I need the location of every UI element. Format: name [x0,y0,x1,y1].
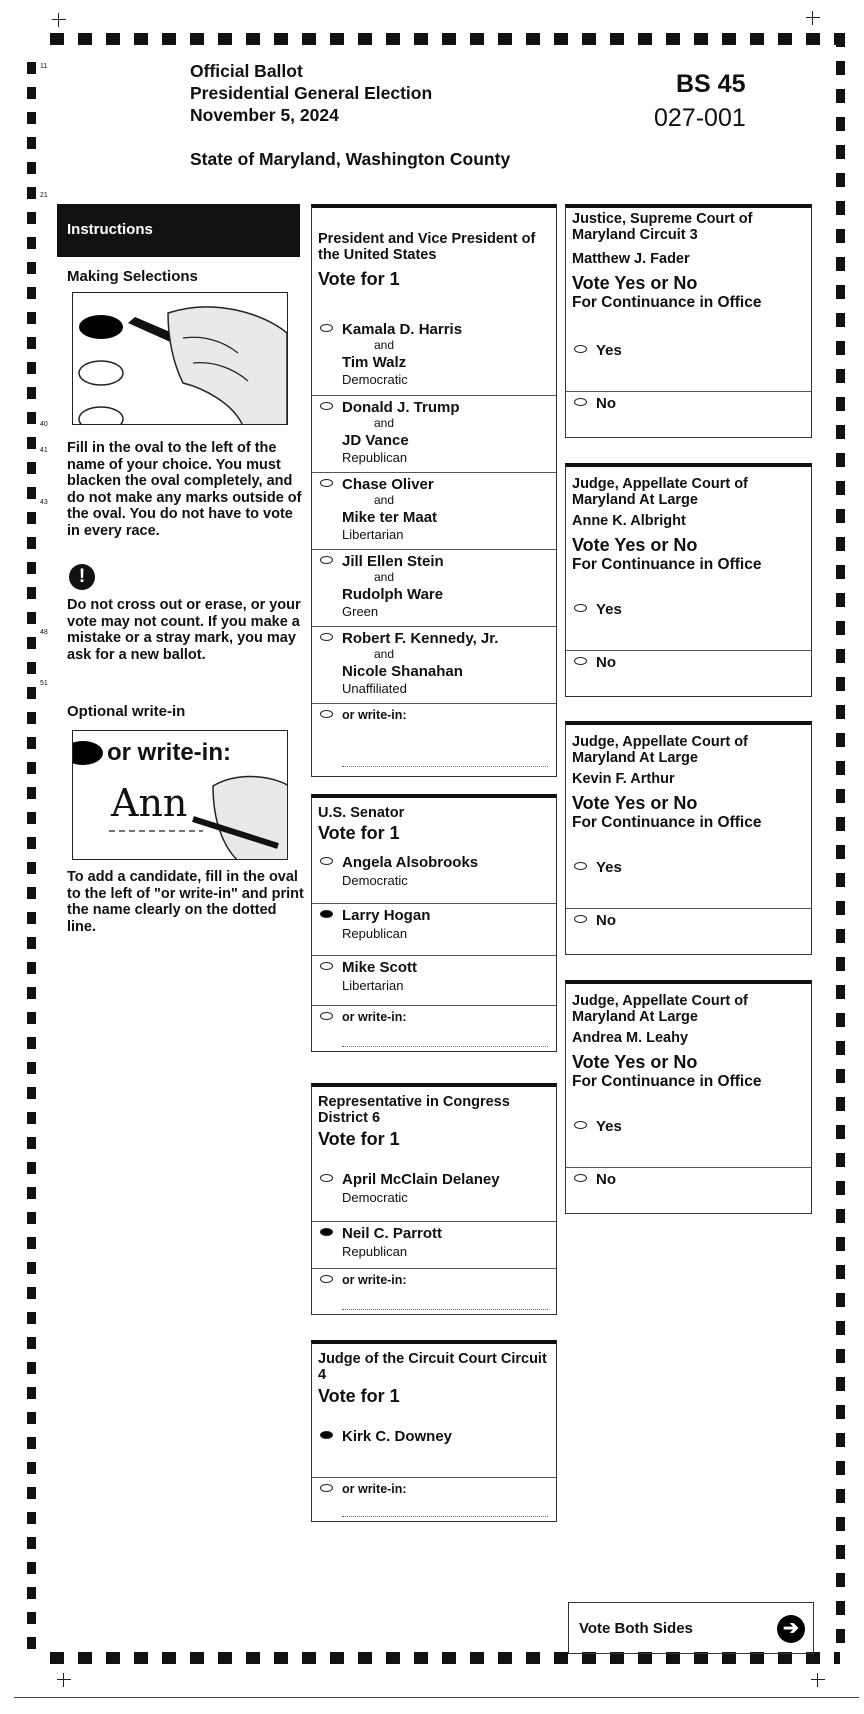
candidate-name: Kamala D. Harris [342,321,463,338]
crosshair-icon [811,1673,825,1687]
contest-appellate-court-judge [565,980,812,1214]
vote-yes-or-no: Vote Yes or No [572,535,698,555]
candidate-option[interactable] [312,626,556,703]
row-number: 21 [40,192,48,199]
candidate-name: Mike Scott [342,959,418,976]
oval[interactable] [320,710,333,718]
writein-label: or write-in: [342,1482,407,1496]
candidate-name: Jill Ellen Stein [342,553,444,570]
running-mate-name: JD Vance [342,432,409,449]
candidate-option[interactable] [312,472,556,549]
oval[interactable] [574,604,587,612]
no-option[interactable] [566,1167,811,1215]
oval[interactable] [574,1174,587,1182]
writein-line[interactable] [342,1309,548,1310]
oval[interactable] [320,1174,333,1182]
yes-option[interactable] [566,598,811,650]
vote-both-sides-label: Vote Both Sides [579,1620,693,1637]
writein-label: or write-in: [342,1273,407,1287]
running-mate-name: Rudolph Ware [342,586,444,603]
candidate-name: Neil C. Parrott [342,1225,443,1242]
oval[interactable] [574,657,587,665]
contest-supreme-court-justice [565,204,812,438]
row-number: 43 [40,499,48,506]
contest-appellate-court-judge [565,463,812,697]
precinct-number: 027-001 [654,104,746,132]
vote-yes-or-no: Vote Yes or No [572,273,698,293]
writein-option[interactable] [312,703,556,778]
jurisdiction: State of Maryland, Washington County [190,149,511,169]
party-label: Libertarian [342,978,404,993]
candidate-option[interactable] [312,851,556,903]
oval[interactable] [320,633,333,641]
yes-option[interactable] [566,339,811,391]
oval[interactable] [320,402,333,410]
crosshair-icon [57,1673,71,1687]
vote-for: Vote for 1 [318,1129,400,1149]
candidate-name: Matthew J. Fader [572,251,690,267]
oval[interactable] [320,962,333,970]
ballot-header [190,60,432,126]
continuance-label: For Continuance in Office [572,814,762,831]
party-label: Democratic [342,1190,408,1205]
contest-title: Judge, Appellate Court of Maryland At Large [572,476,748,508]
crosshair-icon [806,11,820,25]
no-label: No [596,1171,616,1188]
contest-appellate-court-judge [565,721,812,955]
oval[interactable] [574,398,587,406]
no-label: No [596,912,616,929]
candidate-name: Kevin F. Arthur [572,771,675,787]
yes-option[interactable] [566,856,811,908]
vote-for: Vote for 1 [318,1386,400,1406]
timing-marks-right [836,33,845,1653]
yes-option[interactable] [566,1115,811,1167]
yes-label: Yes [596,342,622,359]
party-label: Unaffiliated [342,681,407,696]
running-mate-name: Tim Walz [342,354,407,371]
oval[interactable] [574,345,587,353]
ballot-title: Official Ballot [190,61,303,81]
candidate-option[interactable] [312,549,556,626]
candidate-option[interactable] [312,1221,556,1268]
oval[interactable] [320,1012,333,1020]
candidate-name: Anne K. Albright [572,513,686,529]
no-label: No [596,654,616,671]
hand-marking-icon [73,293,288,425]
continuance-label: For Continuance in Office [572,1073,762,1090]
row-number: 11 [40,63,48,70]
no-option[interactable] [566,650,811,698]
vote-for: Vote for 1 [318,269,400,289]
arrow-right-icon: ➔ [777,1615,805,1643]
yes-label: Yes [596,1118,622,1135]
optional-writein-heading: Optional write-in [67,703,186,720]
and-label: and [374,493,395,507]
instructions-heading: Instructions [57,204,300,257]
contest-circuit-court-judge [311,1340,557,1522]
candidate-option[interactable] [312,955,556,1005]
yes-label: Yes [596,859,622,876]
oval[interactable] [320,1275,333,1283]
candidate-option[interactable] [312,395,556,472]
writein-label: or write-in: [342,1010,407,1024]
no-label: No [596,395,616,412]
candidate-name: Chase Oliver [342,476,434,493]
party-label: Green [342,604,379,619]
row-number: 51 [40,680,48,687]
writein-option[interactable] [312,1477,556,1523]
election-date: November 5, 2024 [190,105,339,125]
candidate-option[interactable] [312,1425,556,1477]
yes-label: Yes [596,601,622,618]
writein-illustration [72,730,288,860]
fill-oval-illustration [72,292,288,425]
and-label: and [374,416,395,430]
party-label: Libertarian [342,527,404,542]
vote-both-sides-box [568,1602,814,1654]
and-label: and [374,647,395,661]
no-option[interactable] [566,391,811,439]
writein-line[interactable] [342,1046,548,1047]
contest-president [311,204,557,777]
contest-title: President and Vice President of the United States [318,231,536,263]
crosshair-icon [52,13,66,27]
no-option[interactable] [566,908,811,956]
candidate-name: Andrea M. Leahy [572,1030,689,1046]
timing-marks-top [50,33,840,45]
candidate-name: Larry Hogan [342,907,431,924]
candidate-name: Angela Alsobrooks [342,854,479,871]
party-label: Democratic [342,372,408,387]
oval-filled[interactable] [320,1431,333,1439]
candidate-option[interactable] [312,903,556,955]
contest-title: Judge, Appellate Court of Maryland At Large [572,734,748,766]
oval[interactable] [320,324,333,332]
contest-title: U.S. Senator [318,805,405,821]
row-number: 48 [40,629,48,636]
contest-title: Representative in Congress District 6 [318,1094,510,1126]
candidate-name: Robert F. Kennedy, Jr. [342,630,499,647]
candidate-option[interactable] [312,1168,556,1221]
election-name: Presidential General Election [190,83,433,103]
candidate-name: Donald J. Trump [342,399,460,416]
oval[interactable] [574,915,587,923]
oval[interactable] [320,1484,333,1492]
writein-option[interactable] [312,1268,556,1316]
row-number: 41 [40,447,48,454]
vote-yes-or-no: Vote Yes or No [572,793,698,813]
running-mate-name: Nicole Shanahan [342,663,463,680]
writein-option[interactable] [312,1005,556,1053]
writein-line[interactable] [342,1516,548,1517]
warning-text: Do not cross out or erase, or your vote may not count. If you make a mistake or a stray mark, you may ask for a new ballot. [67,597,301,663]
exclamation-icon: ! [69,564,95,590]
and-label: and [374,338,395,352]
oval[interactable] [574,1121,587,1129]
candidate-name: Kirk C. Downey [342,1428,453,1445]
and-label: and [374,570,395,584]
timing-marks-left [27,62,36,1652]
fill-instructions: Fill in the oval to the left of the name of your choice. You must blacken the oval completely, and do not make any marks outside of the oval. You do not have to vote in every race. [67,440,302,539]
party-label: Republican [342,450,408,465]
bottom-rule [14,1697,859,1698]
oval[interactable] [320,857,333,865]
contest-title: Judge of the Circuit Court Circuit 4 [318,1351,547,1383]
vote-for: Vote for 1 [318,823,400,843]
party-label: Republican [342,1244,408,1259]
oval-filled[interactable] [320,910,333,918]
candidate-name: April McClain Delaney [342,1171,500,1188]
writein-sample-name: Ann [111,781,188,825]
oval[interactable] [320,479,333,487]
oval-filled[interactable] [320,1228,333,1236]
writein-sample-label: or write-in: [107,739,231,766]
making-selections-heading: Making Selections [67,268,198,285]
contest-representative-congress [311,1083,557,1315]
running-mate-name: Mike ter Maat [342,509,438,526]
vote-yes-or-no: Vote Yes or No [572,1052,698,1072]
continuance-label: For Continuance in Office [572,294,762,311]
contest-title: Judge, Appellate Court of Maryland At Large [572,993,748,1025]
contest-us-senator [311,794,557,1052]
ballot-style-code: BS 45 [676,70,746,98]
party-label: Republican [342,926,408,941]
writein-line[interactable] [342,766,548,767]
writein-instructions: To add a candidate, fill in the oval to the left of "or write-in" and print the name clearly on the dotted line. [67,869,304,935]
candidate-option[interactable] [312,318,556,395]
row-number: 40 [40,421,48,428]
writein-label: or write-in: [342,708,407,722]
contest-title: Justice, Supreme Court of Maryland Circuit 3 [572,211,753,243]
party-label: Democratic [342,873,408,888]
continuance-label: For Continuance in Office [572,556,762,573]
oval[interactable] [320,556,333,564]
oval[interactable] [574,862,587,870]
